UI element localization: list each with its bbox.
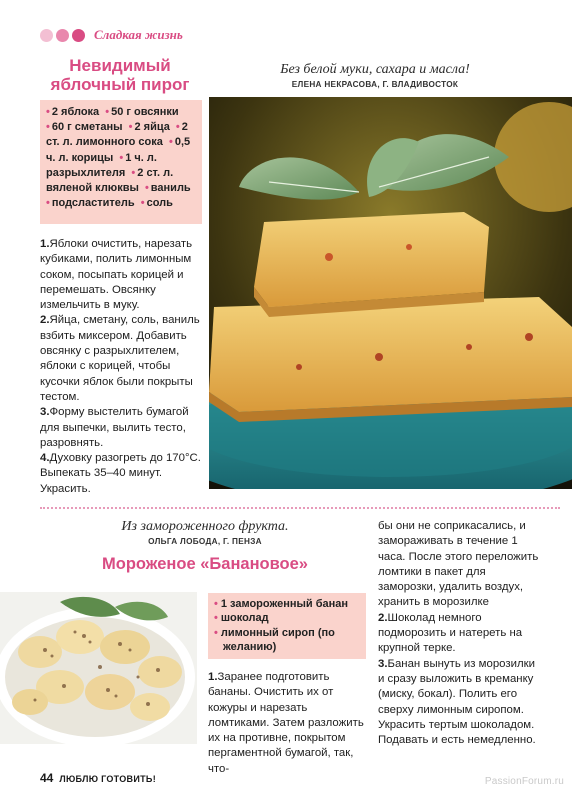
recipe-step bbox=[378, 611, 540, 657]
ingredient-item: • 60 г сметаны bbox=[46, 121, 123, 133]
recipe-step bbox=[40, 313, 202, 405]
decor-dot-icon bbox=[72, 29, 85, 42]
ingredient-item: • 0,5 ч. л. корицы bbox=[46, 136, 190, 163]
step-number: 3. bbox=[40, 406, 50, 419]
ingredient-item: • лимонный сироп (по желанию) bbox=[214, 626, 360, 655]
step-text: Яблоки очистить, нарезать кубиками, полить лимонным соком, посыпать корицей и перемешать. Овсянку измельчить в муку. bbox=[40, 238, 192, 312]
ingredient-item: • ваниль bbox=[145, 182, 191, 194]
decor-dot-icon bbox=[40, 29, 53, 42]
step-text: Шоколад немного подморозить и натереть на крупной терке. bbox=[378, 611, 523, 655]
recipe2-subtitle: Из замороженного фрукта. bbox=[121, 519, 289, 534]
page-footer bbox=[40, 771, 156, 785]
ingredient-item: • 2 ст. л. лимонного сока bbox=[46, 121, 188, 148]
step-text: Духовку разогреть до 170°C. Выпекать 35–40 минут. Украсить. bbox=[40, 452, 201, 495]
recipe-step bbox=[378, 657, 540, 749]
step-text: Форму выстелить бумагой для выпечки, вылить тесто, разровнять. bbox=[40, 406, 189, 449]
recipe-step-continued: бы они не соприкасались, и замораживать в течение 1 часа. После этого переложить ломтики в пакет для заморозки, удалить воздух, хранить в морозилке bbox=[378, 520, 539, 609]
recipe-step bbox=[40, 237, 202, 313]
recipe1-author: ЕЛЕНА НЕКРАСОВА, Г. ВЛАДИВОСТОК bbox=[291, 80, 459, 89]
recipe1-title-line2: яблочный пирог bbox=[50, 75, 190, 94]
page-number: 44 bbox=[40, 771, 54, 785]
recipe1-title-line1: Невидимый bbox=[69, 56, 171, 75]
step-number: 4. bbox=[40, 452, 50, 465]
ingredient-item: • 1 замороженный банан bbox=[214, 597, 360, 611]
recipe1-steps bbox=[40, 237, 202, 497]
ingredient-item: • шоколад bbox=[214, 611, 360, 625]
ingredient-item: • подсластитель bbox=[46, 197, 135, 209]
step-number: 1. bbox=[40, 238, 50, 250]
ingredient-item: • 1 ч. л. разрыхлителя bbox=[46, 152, 157, 179]
step-text: Банан вынуть из морозилки и сразу выложить в креманку (миску, бокал). Полить его сверху лимонным сиропом. Украсить тертым шоколадом. Подавать и есть немедленно. bbox=[378, 657, 536, 747]
recipe2-ingredients bbox=[208, 593, 366, 659]
recipe2-steps-column2 bbox=[378, 519, 540, 748]
step-number: 2. bbox=[378, 611, 388, 624]
apple-pie-photo bbox=[209, 97, 572, 489]
section-divider bbox=[40, 507, 560, 509]
ingredient-item: • 2 яйца bbox=[129, 121, 170, 133]
magazine-name: ЛЮБЛЮ ГОТОВИТЬ! bbox=[59, 774, 156, 784]
step-text-part: Заранее подготовить бананы. Очистить их от кожуры и нарезать ломтиками. Затем разложить их на противне, покрытом пергаментной бумагой, так, что- bbox=[208, 671, 364, 775]
banana-icecream-illustration bbox=[0, 592, 197, 744]
banana-icecream-photo bbox=[0, 592, 197, 744]
decor-dot-icon bbox=[56, 29, 69, 42]
watermark: PassionForum.ru bbox=[484, 776, 564, 787]
recipe1-subtitle: Без белой муки, сахара и масла! bbox=[280, 62, 470, 77]
recipe1-title bbox=[40, 56, 200, 94]
step-text: Яйца, сметану, соль, ваниль взбить миксером. Добавить овсянку с разрыхлителем, яблоки с корицей, чтобы кусочки яблок были покрыты тестом. bbox=[40, 314, 200, 403]
recipe2-author: ОЛЬГА ЛОБОДА, Г. ПЕНЗА bbox=[148, 537, 262, 546]
ingredient-item: • 2 ст. л. вяленой клюквы bbox=[46, 167, 173, 194]
recipe2-title: Мороженое «Банановое» bbox=[102, 555, 308, 573]
section-header bbox=[40, 26, 183, 44]
section-title: Сладкая жизнь bbox=[94, 27, 183, 42]
recipe2-steps-column1 bbox=[208, 670, 368, 777]
recipe-step bbox=[208, 670, 368, 777]
recipe-step bbox=[40, 451, 202, 497]
ingredient-item: • соль bbox=[141, 197, 173, 209]
recipe1-ingredients bbox=[40, 100, 202, 224]
recipe-step bbox=[40, 405, 202, 451]
ingredient-item: • 2 яблока bbox=[46, 106, 99, 118]
step-number: 1. bbox=[208, 671, 218, 683]
ingredient-item: • 50 г овсянки bbox=[105, 106, 178, 118]
step-number: 3. bbox=[378, 657, 388, 670]
apple-pie-illustration bbox=[209, 97, 572, 489]
step-number: 2. bbox=[40, 314, 50, 327]
